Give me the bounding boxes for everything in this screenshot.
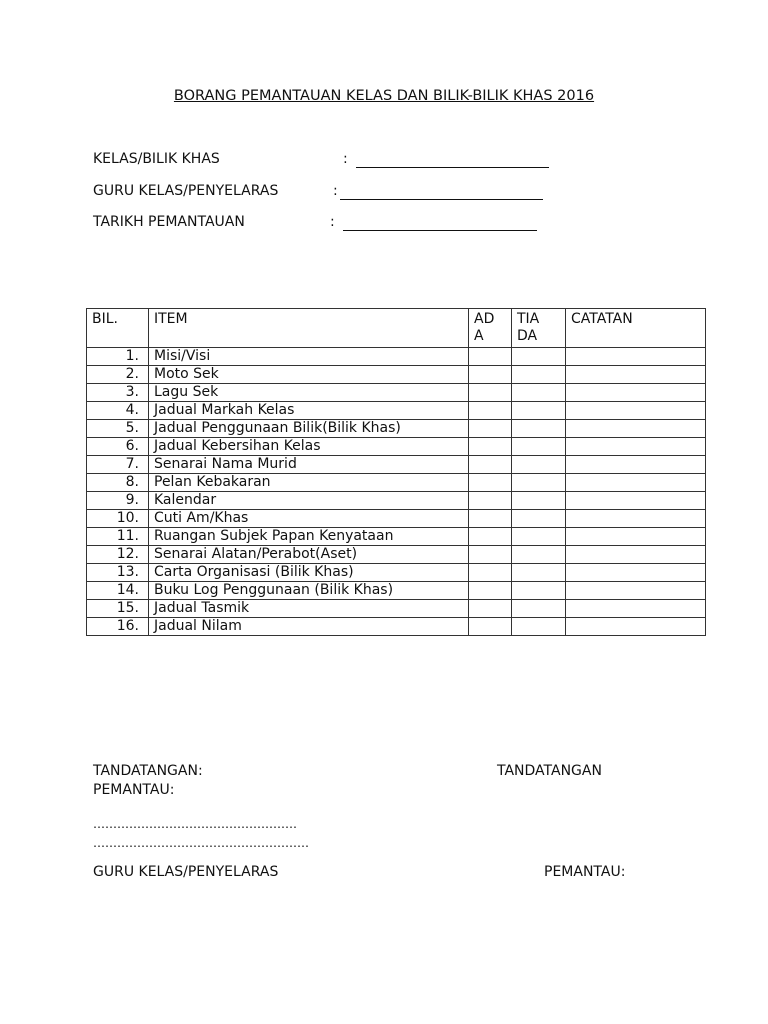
row-number: 2. (87, 366, 149, 384)
row-catatan-cell[interactable] (566, 492, 706, 510)
header-ada-line1: AD (474, 311, 495, 327)
row-tiada-cell[interactable] (512, 420, 566, 438)
row-tiada-cell[interactable] (512, 546, 566, 564)
row-tiada-cell[interactable] (512, 582, 566, 600)
row-tiada-cell[interactable] (512, 348, 566, 366)
header-tiada-line1: TIA (517, 311, 540, 327)
signature-right-label: TANDATANGAN (497, 763, 602, 779)
row-item: Jadual Tasmik (149, 600, 469, 618)
checklist-table (86, 308, 706, 636)
signature-left-role: GURU KELAS/PENYELARAS (93, 864, 279, 880)
row-number: 8. (87, 474, 149, 492)
table-row (87, 456, 706, 474)
row-item: Senarai Nama Murid (149, 456, 469, 474)
row-tiada-cell[interactable] (512, 564, 566, 582)
row-ada-cell[interactable] (469, 366, 512, 384)
table-row (87, 366, 706, 384)
row-catatan-cell[interactable] (566, 582, 706, 600)
row-item: Senarai Alatan/Perabot(Aset) (149, 546, 469, 564)
row-catatan-cell[interactable] (566, 438, 706, 456)
row-catatan-cell[interactable] (566, 528, 706, 546)
field-tarikh-colon: : (330, 214, 335, 230)
row-number: 5. (87, 420, 149, 438)
row-number: 14. (87, 582, 149, 600)
row-ada-cell[interactable] (469, 492, 512, 510)
row-item: Pelan Kebakaran (149, 474, 469, 492)
header-ada-line2: A (474, 328, 484, 344)
row-ada-cell[interactable] (469, 600, 512, 618)
row-ada-cell[interactable] (469, 402, 512, 420)
row-item: Moto Sek (149, 366, 469, 384)
row-item: Misi/Visi (149, 348, 469, 366)
row-ada-cell[interactable] (469, 510, 512, 528)
row-catatan-cell[interactable] (566, 402, 706, 420)
table-row (87, 384, 706, 402)
row-item: Kalendar (149, 492, 469, 510)
row-catatan-cell[interactable] (566, 474, 706, 492)
header-item: ITEM (149, 309, 469, 348)
row-ada-cell[interactable] (469, 348, 512, 366)
row-tiada-cell[interactable] (512, 438, 566, 456)
row-number: 12. (87, 546, 149, 564)
table-row (87, 618, 706, 636)
table-row (87, 600, 706, 618)
field-kelas-label: KELAS/BILIK KHAS (93, 151, 220, 167)
row-number: 10. (87, 510, 149, 528)
row-number: 9. (87, 492, 149, 510)
row-number: 13. (87, 564, 149, 582)
row-number: 3. (87, 384, 149, 402)
table-row (87, 348, 706, 366)
field-kelas-colon: : (343, 151, 348, 167)
row-ada-cell[interactable] (469, 456, 512, 474)
row-catatan-cell[interactable] (566, 366, 706, 384)
header-tiada-line2: DA (517, 328, 538, 344)
row-tiada-cell[interactable] (512, 492, 566, 510)
table-row (87, 438, 706, 456)
field-guru-label: GURU KELAS/PENYELARAS (93, 183, 279, 199)
row-item: Jadual Markah Kelas (149, 402, 469, 420)
row-item: Jadual Penggunaan Bilik(Bilik Khas) (149, 420, 469, 438)
row-catatan-cell[interactable] (566, 546, 706, 564)
row-catatan-cell[interactable] (566, 384, 706, 402)
signature-right-role: PEMANTAU: (544, 864, 626, 880)
row-ada-cell[interactable] (469, 564, 512, 582)
row-item: Ruangan Subjek Papan Kenyataan (149, 528, 469, 546)
row-number: 6. (87, 438, 149, 456)
field-guru-colon: : (333, 183, 338, 199)
row-tiada-cell[interactable] (512, 510, 566, 528)
row-number: 11. (87, 528, 149, 546)
row-number: 1. (87, 348, 149, 366)
signature-dots-line-2[interactable]: ……………………………………………… (93, 836, 309, 850)
row-number: 7. (87, 456, 149, 474)
row-ada-cell[interactable] (469, 438, 512, 456)
row-catatan-cell[interactable] (566, 456, 706, 474)
row-ada-cell[interactable] (469, 546, 512, 564)
row-tiada-cell[interactable] (512, 600, 566, 618)
table-row (87, 528, 706, 546)
header-bil: BIL. (87, 309, 149, 348)
row-item: Jadual Kebersihan Kelas (149, 438, 469, 456)
row-item: Cuti Am/Khas (149, 510, 469, 528)
row-number: 16. (87, 618, 149, 636)
row-catatan-cell[interactable] (566, 348, 706, 366)
table-row (87, 420, 706, 438)
signature-left-label-2: PEMANTAU: (93, 782, 175, 798)
row-tiada-cell[interactable] (512, 528, 566, 546)
row-catatan-cell[interactable] (566, 420, 706, 438)
row-tiada-cell[interactable] (512, 474, 566, 492)
row-ada-cell[interactable] (469, 528, 512, 546)
row-tiada-cell[interactable] (512, 618, 566, 636)
row-number: 4. (87, 402, 149, 420)
table-row (87, 582, 706, 600)
table-row (87, 564, 706, 582)
row-ada-cell[interactable] (469, 384, 512, 402)
signature-dots-line-1[interactable]: …………………………………………… (93, 817, 297, 831)
header-ada (469, 309, 512, 348)
row-tiada-cell[interactable] (512, 402, 566, 420)
document-title: BORANG PEMANTAUAN KELAS DAN BILIK-BILIK KHAS 2016 (173, 88, 595, 104)
table-row (87, 510, 706, 528)
row-tiada-cell[interactable] (512, 384, 566, 402)
row-tiada-cell[interactable] (512, 366, 566, 384)
row-number: 15. (87, 600, 149, 618)
row-item: Carta Organisasi (Bilik Khas) (149, 564, 469, 582)
field-tarikh-label: TARIKH PEMANTAUAN (93, 214, 245, 230)
row-catatan-cell[interactable] (566, 564, 706, 582)
row-item: Lagu Sek (149, 384, 469, 402)
table-row (87, 402, 706, 420)
row-ada-cell[interactable] (469, 582, 512, 600)
table-row (87, 492, 706, 510)
header-catatan: CATATAN (566, 309, 706, 348)
row-catatan-cell[interactable] (566, 510, 706, 528)
header-tiada (512, 309, 566, 348)
field-guru-blank[interactable] (340, 187, 543, 200)
table-row (87, 474, 706, 492)
row-tiada-cell[interactable] (512, 456, 566, 474)
row-catatan-cell[interactable] (566, 600, 706, 618)
table-row (87, 546, 706, 564)
row-ada-cell[interactable] (469, 474, 512, 492)
row-ada-cell[interactable] (469, 420, 512, 438)
row-catatan-cell[interactable] (566, 618, 706, 636)
signature-left-label: TANDATANGAN: (93, 763, 203, 779)
field-tarikh-blank[interactable] (343, 218, 537, 231)
table-header-row (87, 309, 706, 348)
row-item: Buku Log Penggunaan (Bilik Khas) (149, 582, 469, 600)
row-ada-cell[interactable] (469, 618, 512, 636)
row-item: Jadual Nilam (149, 618, 469, 636)
field-kelas-blank[interactable] (356, 155, 549, 168)
